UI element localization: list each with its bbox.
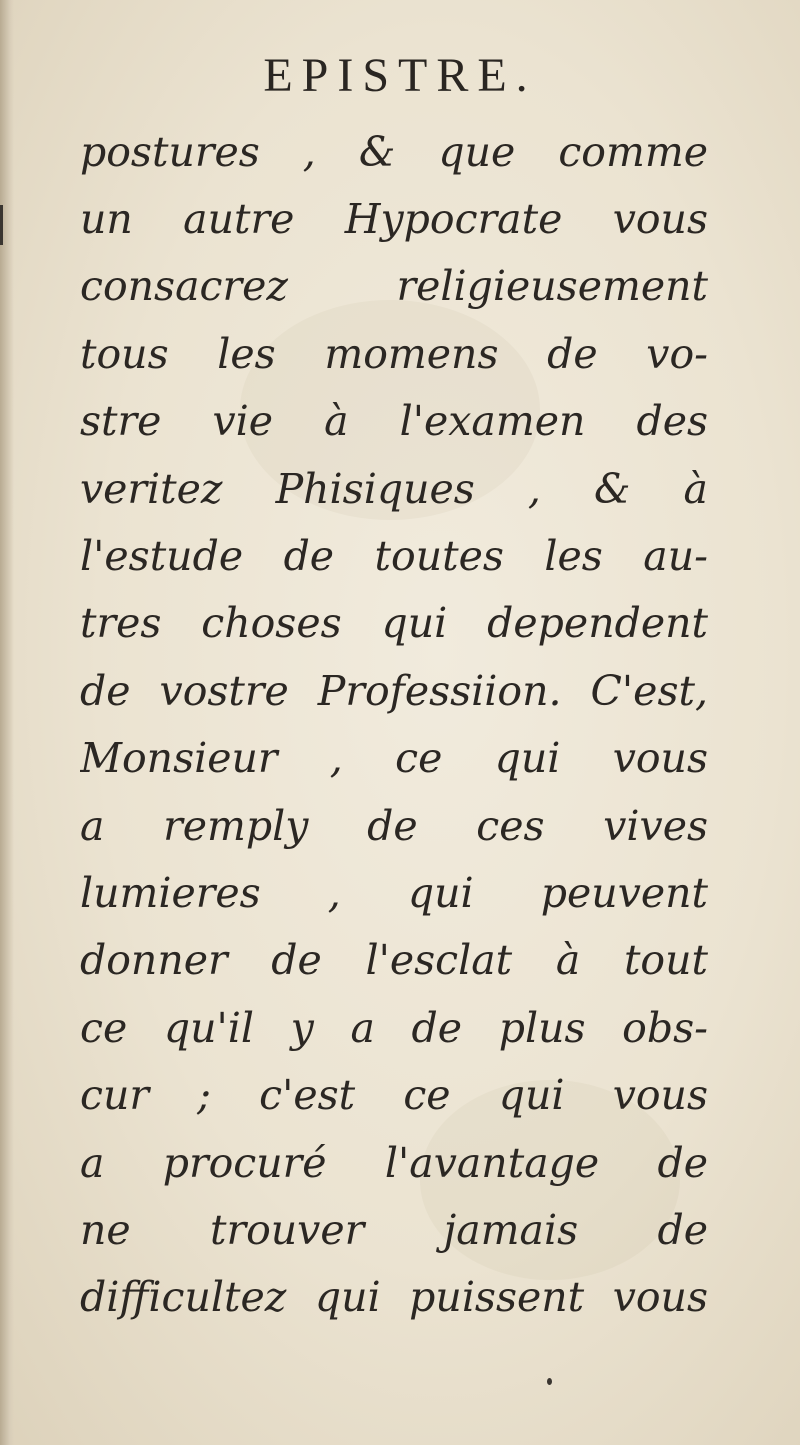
body-text — [80, 118, 708, 1331]
text-line: Monsieur , ce qui vous — [80, 734, 708, 783]
running-header: EPISTRE. — [263, 49, 537, 102]
text-line: ce qu'il y a de plus obs- — [80, 1003, 708, 1052]
text-line: donner de l'esclat à tout — [80, 936, 708, 985]
text-line: ne trouver jamais de — [80, 1205, 708, 1254]
text-line: postures , & que comme — [80, 127, 708, 176]
text-line: tres choses qui dependent — [80, 599, 708, 648]
text-line: lumieres , qui peuvent — [80, 868, 708, 917]
text-line: a procuré l'avantage de — [80, 1138, 708, 1187]
text-line: stre vie à l'examen des — [80, 397, 708, 446]
text-line: a remply de ces vives — [80, 801, 708, 850]
text-line: l'estude de toutes les au- — [80, 532, 708, 581]
binding-edge-mark — [0, 205, 3, 245]
text-line: tous les momens de vo- — [80, 329, 708, 378]
text-line: difficultez qui puissent vous — [80, 1273, 708, 1322]
signature-mark — [547, 1378, 552, 1385]
text-line: un autre Hypocrate vous — [80, 195, 708, 244]
text-line: de vostre Professiion. C'est, — [80, 666, 708, 715]
text-line: veritez Phisiques , & à — [80, 464, 708, 513]
text-line: cur ; c'est ce qui vous — [80, 1071, 708, 1120]
text-line: consacrez religieusement — [80, 262, 708, 311]
